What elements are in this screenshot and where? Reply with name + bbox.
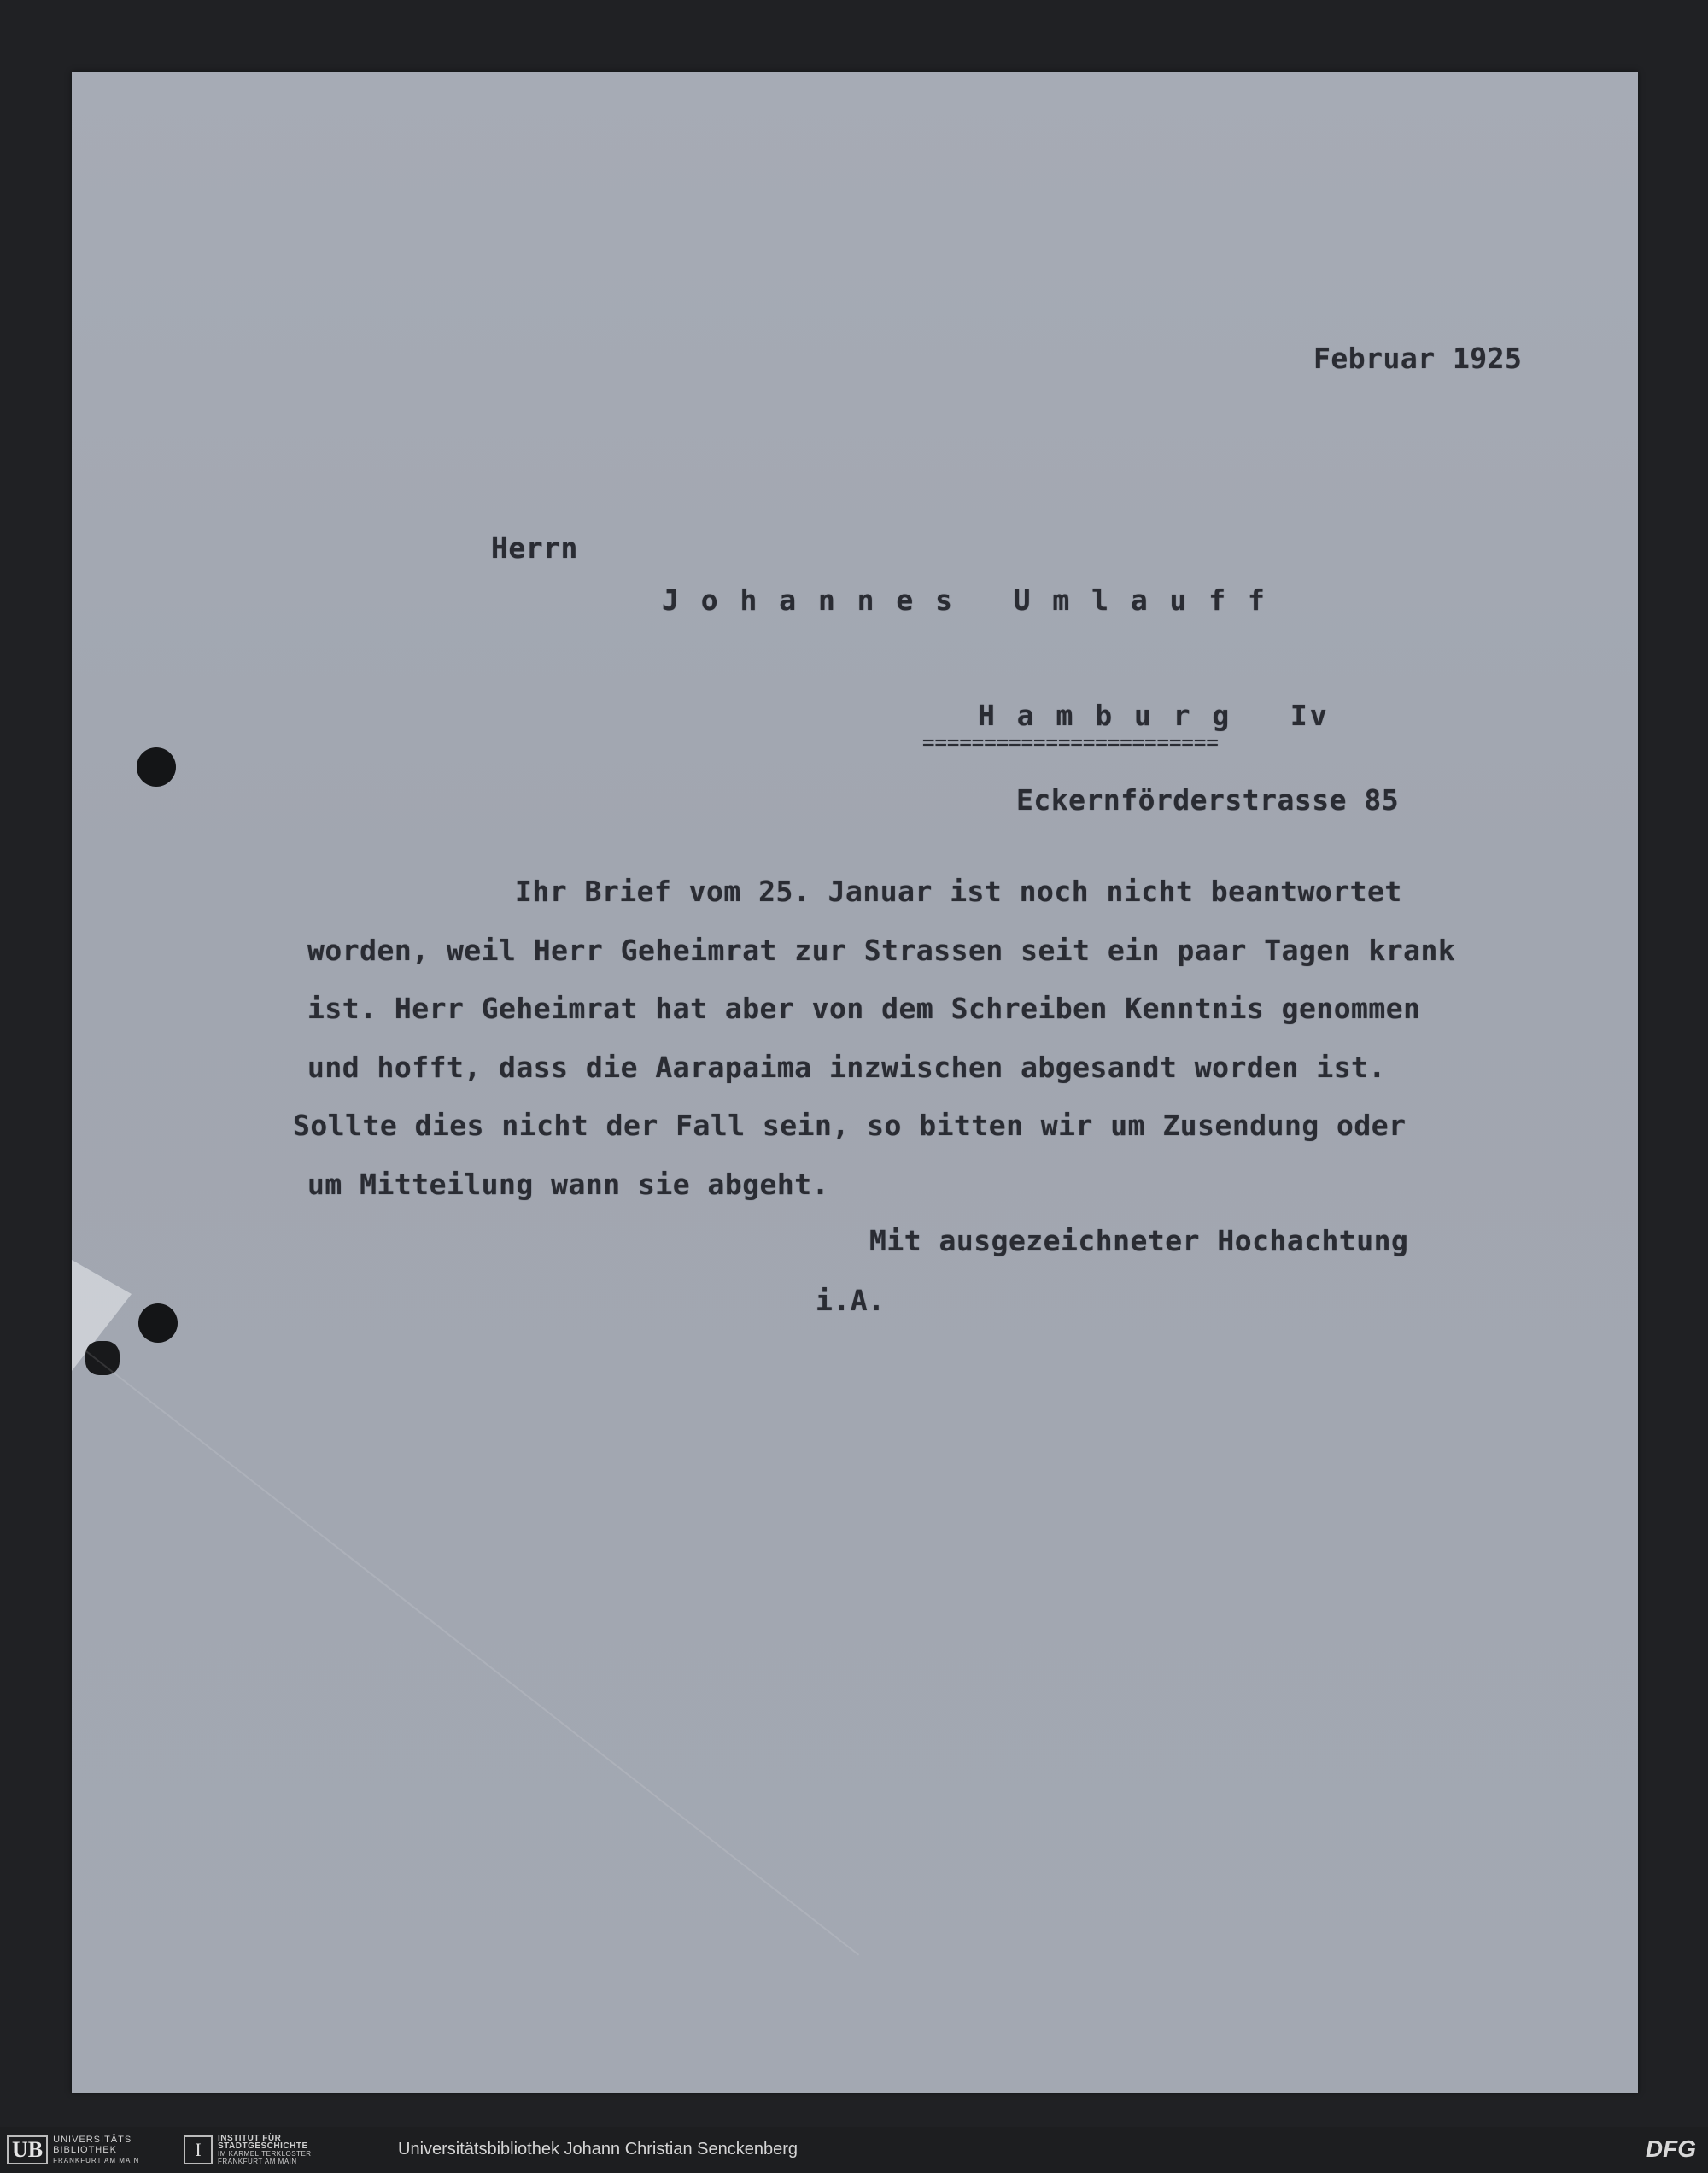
ub-logo-text xyxy=(53,2135,139,2166)
body-line: Sollte dies nicht der Fall sein, so bitten wir um Zusendung oder xyxy=(293,1109,1407,1142)
body-line: worden, weil Herr Geheimrat zur Strassen seit ein paar Tagen krank xyxy=(307,934,1456,967)
letter-date: Februar 1925 xyxy=(1313,342,1523,375)
recipient-city: H a m b u r g Iv xyxy=(978,699,1330,732)
ub-logo-line: UNIVERSITÄTS xyxy=(53,2134,132,2145)
body-line: ist. Herr Geheimrat hat aber von dem Schreiben Kenntnis genommen xyxy=(307,992,1421,1025)
institute-logo-line: IM KARMELITERKLOSTER xyxy=(218,2150,312,2158)
salutation: Herrn xyxy=(491,531,578,565)
institute-logo-mark: I xyxy=(184,2135,213,2164)
institute-logo-text xyxy=(218,2135,312,2165)
institute-logo-line: FRANKFURT AM MAIN xyxy=(218,2158,297,2165)
ub-logo-line: BIBLIOTHEK xyxy=(53,2144,117,2155)
city-underline: ======================== xyxy=(922,730,1219,754)
dfg-logo[interactable]: DFG xyxy=(1645,2135,1696,2162)
institute-logo-line: INSTITUT FÜR xyxy=(218,2134,282,2143)
page-tear-shadow xyxy=(85,1341,120,1375)
ub-logo-line: FRANKFURT AM MAIN xyxy=(53,2156,140,2164)
viewer-footer xyxy=(0,2127,1708,2173)
ub-logo-mark: UB xyxy=(7,2135,48,2164)
ub-logo[interactable] xyxy=(7,2134,139,2166)
punch-hole-top xyxy=(137,747,176,787)
institute-logo[interactable] xyxy=(184,2134,312,2166)
recipient-name: J o h a n n e s U m l a u f f xyxy=(662,583,1267,617)
closing: Mit ausgezeichneter Hochachtung xyxy=(869,1224,1409,1257)
body-line: und hofft, dass die Aarapaima inzwischen abgesandt worden ist. xyxy=(307,1051,1386,1084)
signature: i.A. xyxy=(816,1284,886,1317)
body-line: Ihr Brief vom 25. Januar ist noch nicht beantwortet xyxy=(515,875,1402,908)
institute-logo-line: STADTGESCHICHTE xyxy=(218,2141,308,2151)
punch-hole-bottom xyxy=(138,1303,178,1343)
body-line: um Mitteilung wann sie abgeht. xyxy=(307,1168,830,1201)
recipient-street: Eckernförderstrasse 85 xyxy=(1016,783,1400,817)
library-title: Universitätsbibliothek Johann Christian Senckenberg xyxy=(398,2140,798,2158)
